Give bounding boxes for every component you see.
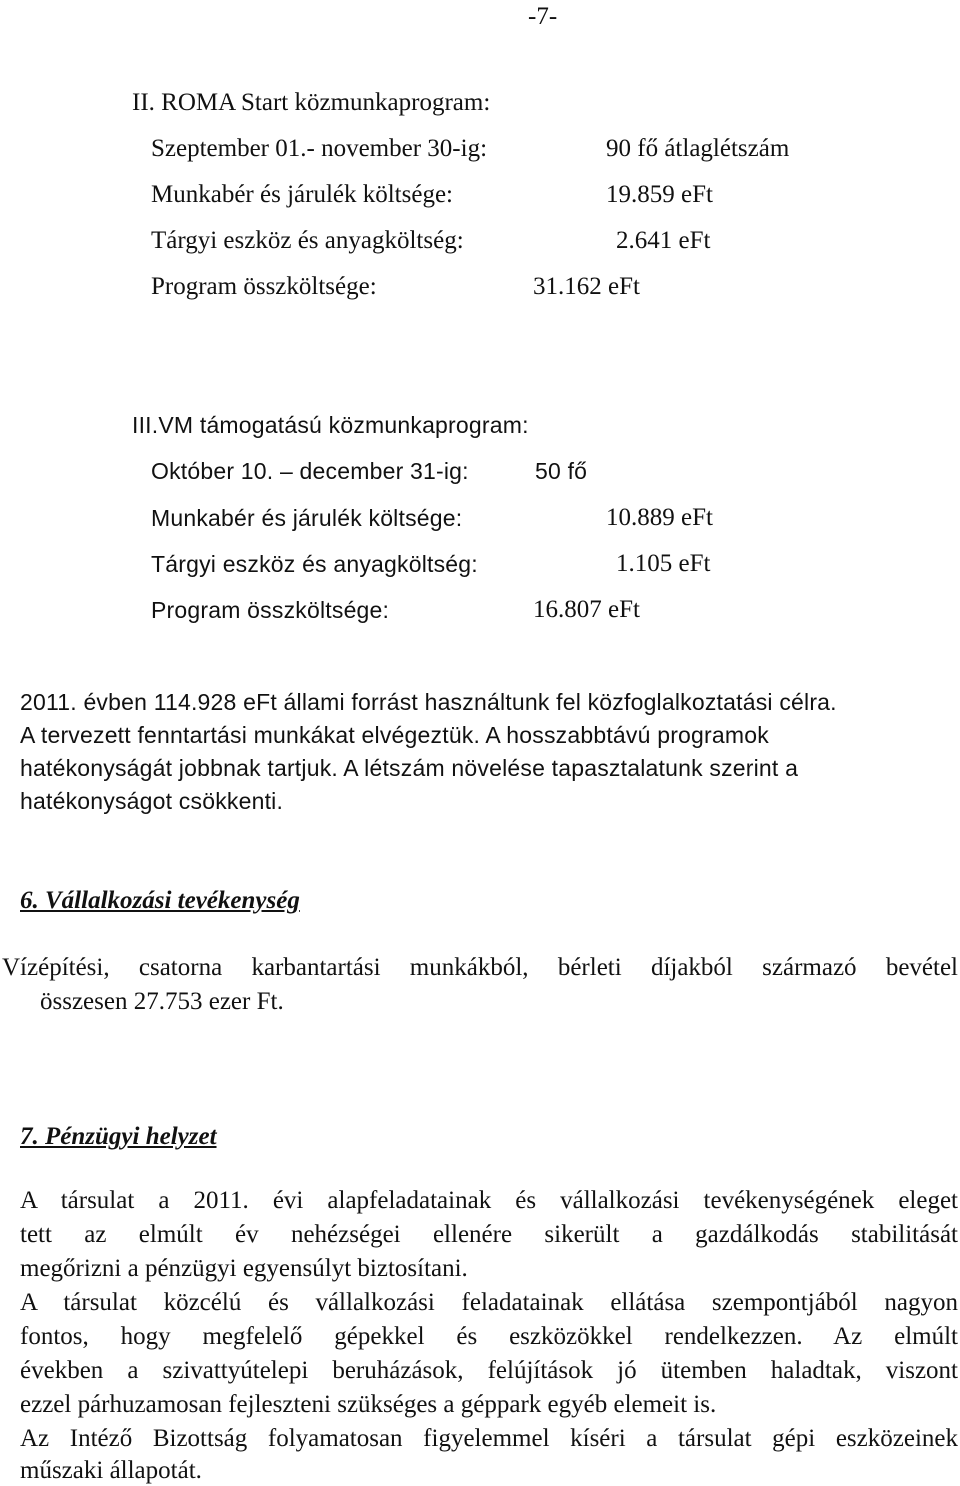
summary-line-2: A tervezett fenntartási munkákat elvégeztük. A hosszabbtávú programok <box>20 722 769 748</box>
summary-line-4: hatékonyságot csökkenti. <box>20 788 284 814</box>
vm-wage-value: 10.889 eFt <box>606 504 713 531</box>
vm-material-label: Tárgyi eszköz és anyagköltség: <box>151 551 478 577</box>
section-7-p3-line-1: Az Intéző Bizottság folyamatosan figyelemmel kíséri a társulat gépi eszközeinek <box>20 1425 958 1452</box>
roma-period-value: 90 fő átlaglétszám <box>606 135 790 162</box>
section-7-heading: 7. Pénzügyi helyzet <box>20 1123 217 1150</box>
roma-total-value: 31.162 eFt <box>533 273 640 300</box>
roma-wage-value: 19.859 eFt <box>606 181 713 208</box>
section-7-p3-line-2: műszaki állapotát. <box>20 1457 202 1484</box>
section-7-p2-line-3: években a szivattyútelepi beruházások, felújítások jó ütemben haladtak, viszont <box>20 1357 958 1384</box>
roma-period-label: Szeptember 01.- november 30-ig: <box>151 135 488 162</box>
summary-line-3: hatékonyságát jobbnak tartjuk. A létszám növelése tapasztalatunk szerint a <box>20 755 799 781</box>
vm-total-label: Program összköltsége: <box>151 597 390 623</box>
section-6-line-1: Vízépítési, csatorna karbantartási munkákból, bérleti díjakból származó bevétel <box>2 954 958 981</box>
section-7-p2-line-1: A társulat közcélú és vállalkozási feladatainak ellátása szempontjából nagyon <box>20 1289 958 1316</box>
section-7-p2-line-2: fontos, hogy megfelelő gépekkel és eszközökkel rendelkezzen. Az elmúlt <box>20 1323 958 1350</box>
roma-material-label: Tárgyi eszköz és anyagköltség: <box>151 227 464 254</box>
roma-wage-label: Munkabér és járulék költsége: <box>151 181 453 208</box>
vm-wage-label: Munkabér és járulék költsége: <box>151 505 463 531</box>
vm-total-value: 16.807 eFt <box>533 596 640 623</box>
section-6-heading: 6. Vállalkozási tevékenység <box>20 887 300 914</box>
section-7-p1-line-3: megőrizni a pénzügyi egyensúlyt biztosítani. <box>20 1255 468 1282</box>
section-6-line-2: összesen 27.753 ezer Ft. <box>40 988 284 1015</box>
vm-period-label: Október 10. – december 31-ig: <box>151 458 469 484</box>
summary-line-1: 2011. évben 114.928 eFt állami forrást használtunk fel közfoglalkoztatási célra. <box>20 689 837 715</box>
vm-title: III.VM támogatású közmunkaprogram: <box>132 412 529 438</box>
section-7-p1-line-2: tett az elmúlt év nehézségei ellenére sikerült a gazdálkodás stabilitását <box>20 1221 958 1248</box>
roma-material-value: 2.641 eFt <box>616 227 711 254</box>
roma-title: II. ROMA Start közmunkaprogram: <box>132 89 491 116</box>
vm-period-value: 50 fő <box>535 458 588 484</box>
page-number: -7- <box>528 3 558 30</box>
vm-material-value: 1.105 eFt <box>616 550 711 577</box>
section-7-p2-line-4: ezzel párhuzamosan fejleszteni szükséges a géppark egyéb elemeit is. <box>20 1391 717 1418</box>
section-7-p1-line-1: A társulat a 2011. évi alapfeladatainak és vállalkozási tevékenységének eleget <box>20 1187 958 1214</box>
roma-total-label: Program összköltsége: <box>151 273 377 300</box>
